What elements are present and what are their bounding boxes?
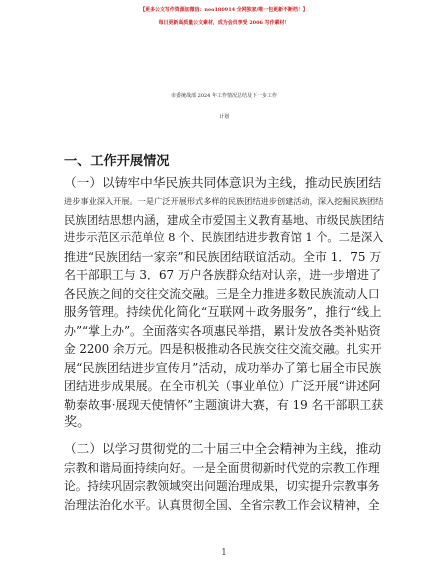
body-line: 展“民族团结进步宣传月”活动，成功举办了第七届全市民族 <box>64 361 382 375</box>
body-line: 各民族之间的交往交流交融。三是全力推进多数民族流动人口 <box>64 287 380 301</box>
promo-banner-line1: 【更多公文写作资源加微信：neo180914 全网独家/唯一包更新不断档！】 <box>140 7 308 13</box>
body-line: 奖。 <box>64 415 91 430</box>
body-line: 服务管理。持续优化简化“互联网＋政务服务”，推行“线上 <box>64 304 382 319</box>
body-line: 论。持续巩固宗教领域突出问题治理成果，切实提升宗教事务 <box>64 479 380 493</box>
body-line: 民族团结思想内涵，建成全市爱国主义教育基地、市级民族团结 <box>64 213 385 227</box>
body-line: 勒泰故事·展现天使情怀”主题演讲大赛，有 19 名干部职工获 <box>64 398 384 412</box>
promo-banner-line2: 每日更新高质量公文素材，成为会员享受 2006 写作素材！ <box>158 20 290 26</box>
body-line: 推进“民族团结一家亲”和民族团结联谊活动。全市 1．75 万 <box>64 250 382 264</box>
body-line: 名干部职工与 3．67 万户各族群众结对认亲，进一步增进了 <box>64 268 381 282</box>
document-title: 市委统战部 2024 年工作情况总结及下一步工作 <box>171 93 277 99</box>
body-line: 团结进步成果展。在全市机关（事业单位）广泛开展“讲述阿 <box>64 379 381 393</box>
body-line: 进步示范区示范单位 8 个、民族团结进步教育馆 1 个。二是深入 <box>64 231 384 244</box>
body-line: （二）以学习贯彻党的二十届三中全会精神为主线，推动 <box>64 441 382 456</box>
section-heading: 一、工作开展情况 <box>64 154 170 169</box>
body-line: （一）以铸牢中华民族共同体意识为主线，推动民族团结 <box>64 175 382 190</box>
page-number: 1 <box>221 548 227 558</box>
body-line: 治理法治化水平。认真贯彻全国、全省宗教工作会议精神，全 <box>64 498 380 512</box>
body-line: 进步事业深入开展。一是广泛开展形式多样的民族团结进步创建活动，深入挖掘民族团结 <box>64 196 384 206</box>
body-line: 金 2200 余万元。四是积极推动各民族交往交流交融。扎实开 <box>64 342 382 356</box>
document-title-continued: 计划 <box>218 114 229 120</box>
body-line: 办”“掌上办”。全面落实各项惠民举措，累计发放各类补贴资 <box>64 324 381 338</box>
body-line: 宗教和谐局面持续向好。一是全面贯彻新时代党的宗教工作理 <box>64 461 380 475</box>
